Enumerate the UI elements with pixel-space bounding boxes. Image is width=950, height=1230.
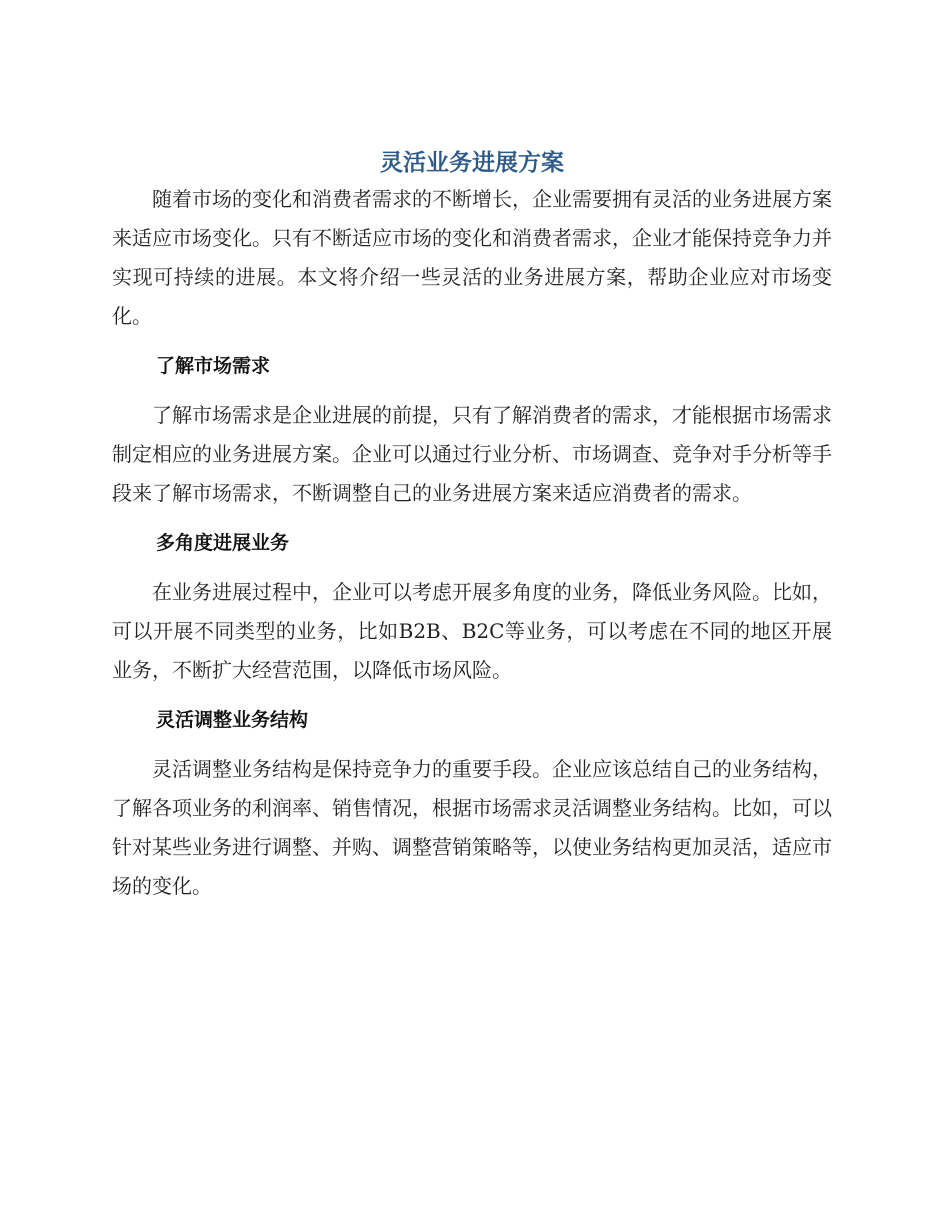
section-heading-multi-angle: 多角度进展业务 (156, 532, 290, 554)
section-heading-flexible-structure: 灵活调整业务结构 (156, 709, 309, 731)
section-body-market-demand: 了解市场需求是企业进展的前提，只有了解消费者的需求，才能根据市场需求制定相应的业务进展方案。企业可以通过行业分析、市场调查、竞争对手分析等手段来了解市场需求，不断调整自己的业务进展方案来适应消费者的需求。 (112, 403, 832, 505)
intro-paragraph: 随着市场的变化和消费者需求的不断增长，企业需要拥有灵活的业务进展方案来适应市场变化。只有不断适应市场的变化和消费者需求，企业才能保持竞争力并实现可持续的进展。本文将介绍一些灵活的业务进展方案，帮助企业应对市场变化。 (112, 187, 832, 328)
document-title: 灵活业务进展方案 (380, 150, 564, 176)
document-content (112, 146, 832, 906)
section-body-flexible-structure: 灵活调整业务结构是保持竞争力的重要手段。企业应该总结自己的业务结构，了解各项业务的利润率、销售情况，根据市场需求灵活调整业务结构。比如，可以针对某些业务进行调整、并购、调整营销策略等，以使业务结构更加灵活，适应市场的变化。 (112, 757, 832, 898)
section-body-multi-angle: 在业务进展过程中，企业可以考虑开展多角度的业务，降低业务风险。比如，可以开展不同类型的业务，比如B2B、B2C等业务，可以考虑在不同的地区开展业务，不断扩大经营范围，以降低市场风险。 (112, 580, 832, 682)
section-heading-market-demand: 了解市场需求 (156, 355, 271, 377)
